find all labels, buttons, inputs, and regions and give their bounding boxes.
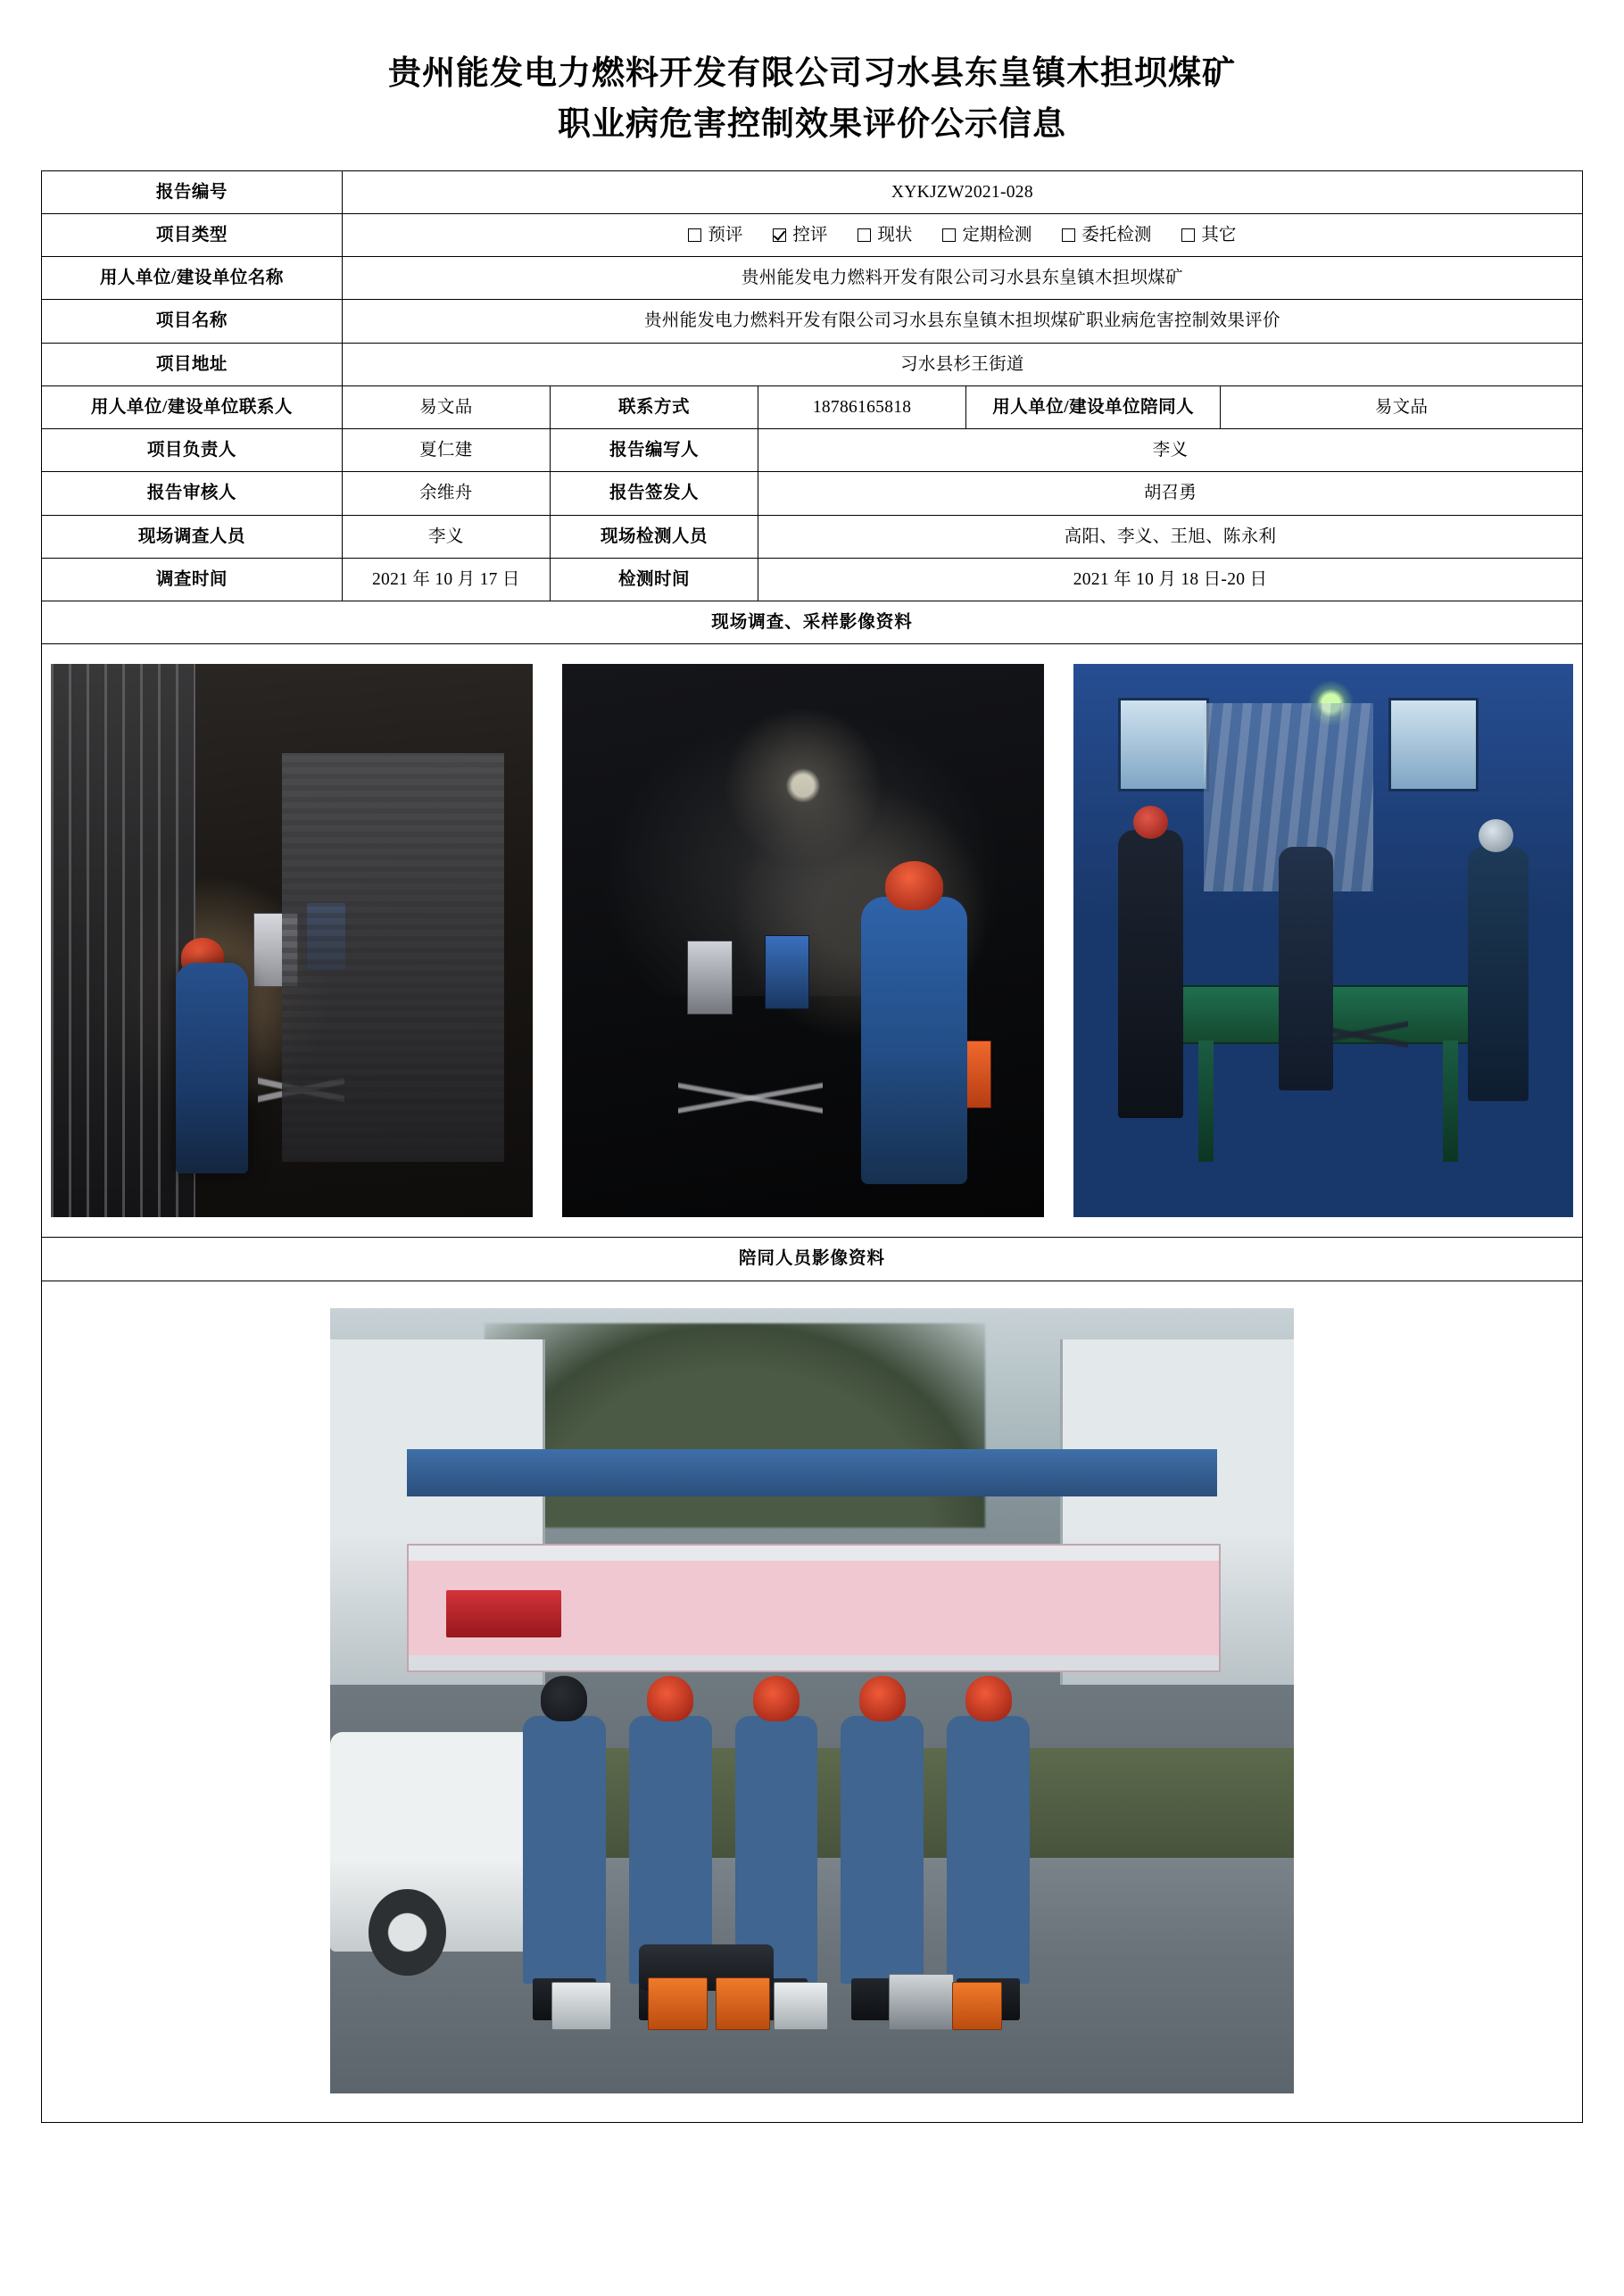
equipment-case (551, 1982, 611, 2031)
report-no-label: 报告编号 (42, 170, 343, 213)
accompany-photo-cell (42, 1281, 1583, 2122)
checkbox-option-dingqijiance[interactable] (942, 222, 1032, 248)
table-row (42, 385, 1583, 428)
project-address-label: 项目地址 (42, 343, 343, 385)
underground-survey-photo-2 (562, 664, 1044, 1217)
checkbox-option-qita[interactable] (1181, 222, 1236, 248)
phone-label: 联系方式 (550, 385, 758, 428)
field-investigator-label: 现场调查人员 (42, 515, 343, 558)
instrument-icon (253, 913, 299, 987)
survey-time-label: 调查时间 (42, 558, 343, 601)
vehicle-wheel (369, 1889, 445, 1976)
tripod-icon (678, 1007, 823, 1190)
employer-label: 用人单位/建设单位名称 (42, 257, 343, 300)
report-no-value: XYKJZW2021-028 (342, 170, 1582, 213)
report-issuer-label: 报告签发人 (550, 472, 758, 515)
checkbox-option-weituojiance[interactable] (1062, 222, 1151, 248)
test-time-label: 检测时间 (550, 558, 758, 601)
section-title-accompany-photos: 陪同人员影像资料 (42, 1238, 1583, 1281)
project-type-label: 项目类型 (42, 213, 343, 256)
report-issuer-value: 胡召勇 (758, 472, 1583, 515)
table-row (42, 601, 1583, 644)
head-shape (541, 1676, 587, 1721)
underground-survey-photo-1 (51, 664, 533, 1217)
worker-figure (861, 897, 967, 1184)
info-table (41, 170, 1583, 2123)
table-row (42, 1238, 1583, 1281)
equipment-case-orange (952, 1982, 1002, 2031)
project-name-value: 贵州能发电力燃料开发有限公司习水县东皇镇木担坝煤矿职业病危害控制效果评价 (342, 300, 1582, 343)
table-row (42, 300, 1583, 343)
survey-time-value: 2021 年 10 月 17 日 (342, 558, 550, 601)
field-photo-row (51, 664, 1573, 1217)
person-figure (523, 1716, 606, 1983)
checkbox-icon[interactable] (1062, 228, 1075, 242)
field-tester-value: 高阳、李义、王旭、陈永利 (758, 515, 1583, 558)
project-leader-value: 夏仁建 (342, 429, 550, 472)
group-photo (330, 1308, 1294, 2093)
checkbox-label: 定期检测 (962, 225, 1032, 245)
table-row (42, 257, 1583, 300)
instrument-icon (765, 935, 810, 1009)
section-title-field-photos: 现场调查、采样影像资料 (42, 601, 1583, 644)
banner-red-slogan (446, 1590, 562, 1637)
person-figure (629, 1716, 712, 1983)
accompany-value: 易文品 (1221, 385, 1583, 428)
table-row (42, 343, 1583, 385)
page-title (41, 48, 1583, 151)
instrument-icon (306, 902, 346, 970)
project-name-label: 项目名称 (42, 300, 343, 343)
roof-band (407, 1449, 1216, 1496)
checkbox-icon[interactable] (858, 228, 871, 242)
checkbox-icon[interactable] (942, 228, 956, 242)
report-writer-value: 李义 (758, 429, 1583, 472)
page-title-line2: 职业病危害控制效果评价公示信息 (558, 106, 1066, 144)
tripod-icon (258, 996, 344, 1184)
project-leader-label: 项目负责人 (42, 429, 343, 472)
checkbox-label: 其它 (1201, 225, 1237, 245)
helmet-icon (753, 1676, 800, 1721)
head-shape (1479, 819, 1513, 852)
accompany-photo-wrap (51, 1301, 1573, 2102)
report-writer-label: 报告编写人 (550, 429, 758, 472)
person-figure (735, 1716, 818, 1983)
project-type-checkbox-group (350, 222, 1575, 248)
worker-figure (1118, 830, 1183, 1117)
table-row (42, 472, 1583, 515)
equipment-case-orange (716, 1977, 770, 2030)
table-row (42, 213, 1583, 256)
worker-figure (176, 963, 248, 1173)
table-row (42, 1281, 1583, 2122)
table-row (42, 170, 1583, 213)
table-row (42, 644, 1583, 1238)
table-row (42, 515, 1583, 558)
page-title-line1: 贵州能发电力燃料开发有限公司习水县东皇镇木担坝煤矿 (388, 55, 1236, 92)
checkbox-icon[interactable] (688, 228, 701, 242)
test-time-value: 2021 年 10 月 18 日-20 日 (758, 558, 1583, 601)
checkbox-checked-icon[interactable] (773, 228, 786, 242)
phone-value: 18786165818 (758, 385, 966, 428)
checkbox-label: 现状 (877, 225, 913, 245)
checkbox-label: 控评 (792, 225, 828, 245)
workshop-survey-photo-3 (1073, 664, 1573, 1217)
hill-region (485, 1323, 986, 1528)
workbench-leg (1198, 1040, 1214, 1162)
project-type-value (342, 213, 1582, 256)
helmet-icon (885, 861, 943, 911)
equipment-case (774, 1982, 828, 2031)
checkbox-option-xianzhuang[interactable] (858, 222, 912, 248)
report-reviewer-value: 余维舟 (342, 472, 550, 515)
person-figure (841, 1716, 924, 1983)
window-shape (1118, 698, 1208, 792)
checkbox-icon[interactable] (1181, 228, 1195, 242)
checkbox-option-kongping[interactable] (773, 222, 827, 248)
helmet-icon (647, 1676, 693, 1721)
equipment-case (889, 1974, 953, 2031)
table-row (42, 429, 1583, 472)
helmet-icon (859, 1676, 906, 1721)
instrument-icon (687, 941, 733, 1015)
window-shape (1388, 698, 1479, 792)
field-tester-label: 现场检测人员 (550, 515, 758, 558)
accompany-label: 用人单位/建设单位陪同人 (966, 385, 1221, 428)
worker-figure (1279, 847, 1334, 1090)
checkbox-label: 委托检测 (1081, 225, 1152, 245)
table-row (42, 558, 1583, 601)
equipment-case-orange (648, 1977, 708, 2030)
worker-figure (1468, 847, 1528, 1101)
contact-value: 易文品 (342, 385, 550, 428)
person-figure (947, 1716, 1030, 1983)
field-photos-cell (42, 644, 1583, 1238)
employer-value: 贵州能发电力燃料开发有限公司习水县东皇镇木担坝煤矿 (342, 257, 1582, 300)
checkbox-option-yuping[interactable] (688, 222, 742, 248)
checkbox-label: 预评 (708, 225, 743, 245)
report-reviewer-label: 报告审核人 (42, 472, 343, 515)
workbench-leg (1443, 1040, 1458, 1162)
helmet-icon (1133, 806, 1168, 839)
field-investigator-value: 李义 (342, 515, 550, 558)
project-address-value: 习水县杉王街道 (342, 343, 1582, 385)
helmet-icon (965, 1676, 1012, 1721)
contact-label: 用人单位/建设单位联系人 (42, 385, 343, 428)
